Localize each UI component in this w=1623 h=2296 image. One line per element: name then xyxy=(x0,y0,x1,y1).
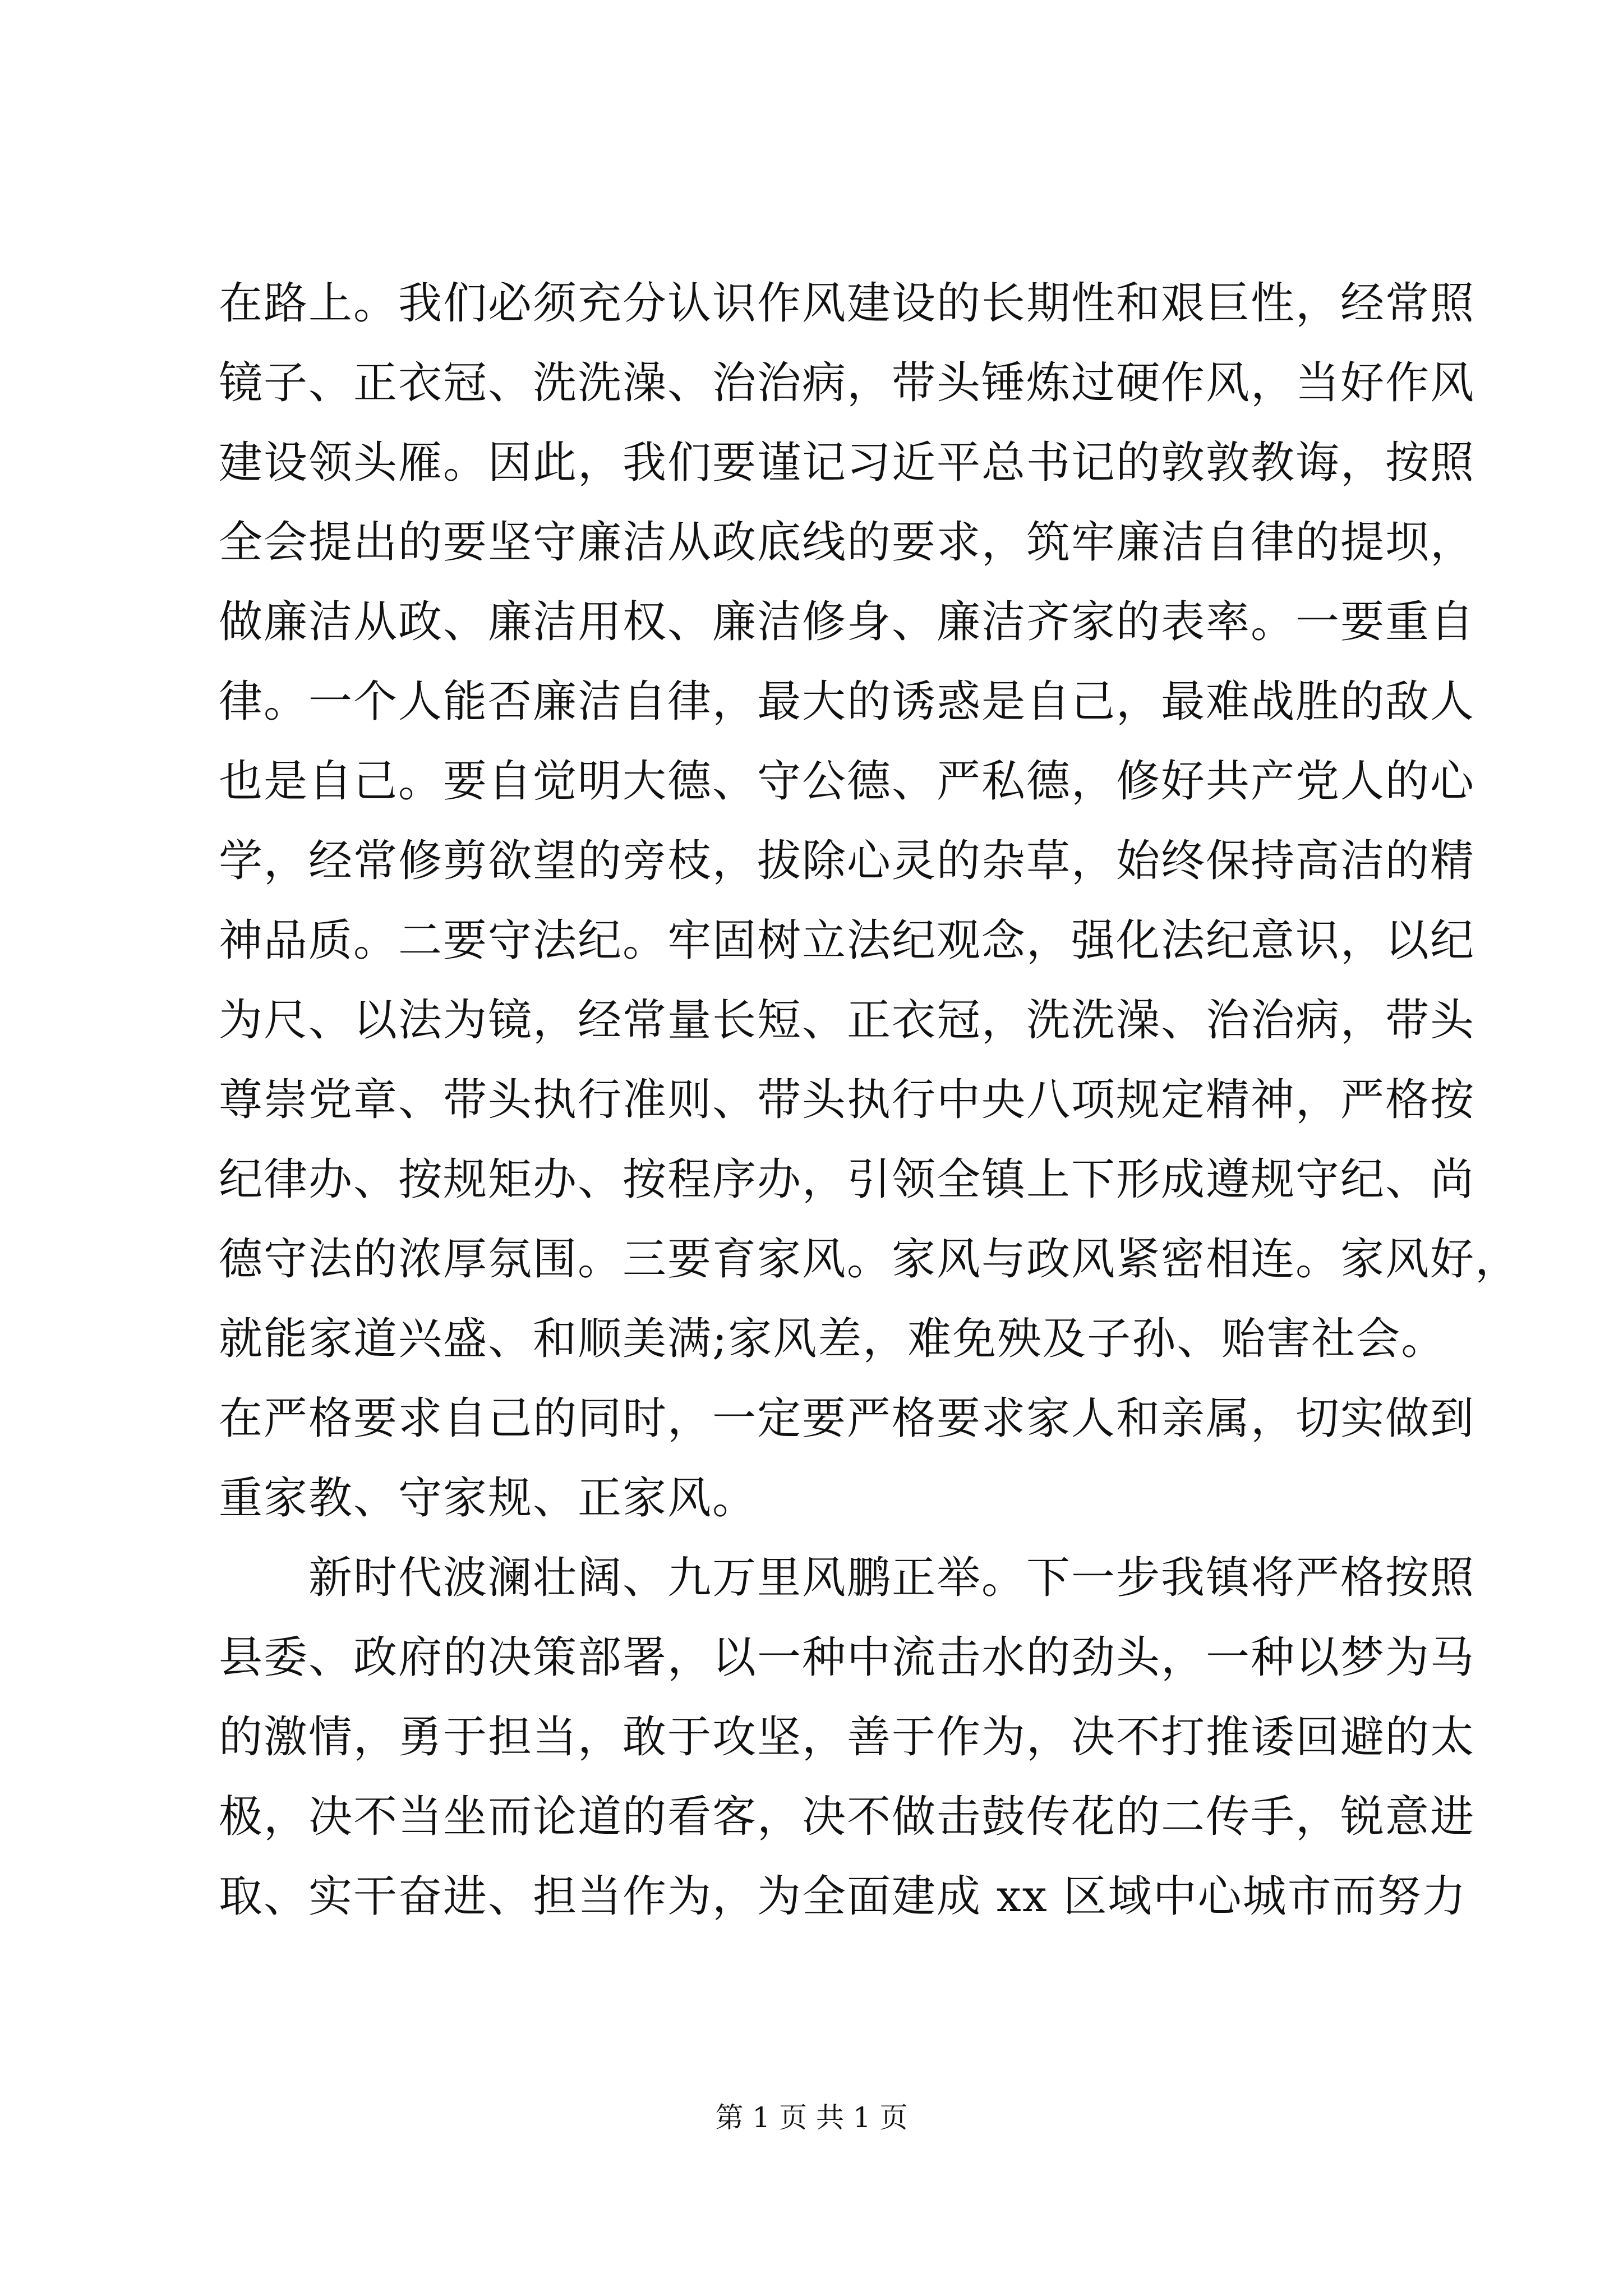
paragraph-first-line: 新时代波澜壮阔、九万里风鹏正举。下一步我镇将严格按照 xyxy=(308,1553,1476,1603)
text-line: 尊崇党章、带头执行准则、带头执行中央八项规定精神，严格按 xyxy=(219,1075,1476,1125)
text-line: 全会提出的要坚守廉洁从政底线的要求，筑牢廉洁自律的提坝， xyxy=(219,517,1476,568)
text-line: 在严格要求自己的同时，一定要严格要求家人和亲属，切实做到 xyxy=(219,1393,1476,1444)
text-line: 镜子、正衣冠、洗洗澡、治治病，带头锤炼过硬作风，当好作风 xyxy=(219,358,1476,408)
text-line: 建设领头雁。因此，我们要谨记习近平总书记的敦敦教诲，按照 xyxy=(219,438,1476,488)
text-line: 做廉洁从政、廉洁用权、廉洁修身、廉洁齐家的表率。一要重自 xyxy=(219,597,1476,647)
text-line: 为尺、以法为镜，经常量长短、正衣冠，洗洗澡、治治病，带头 xyxy=(219,995,1476,1046)
text-line: 县委、政府的决策部署，以一种中流击水的劲头，一种以梦为马 xyxy=(219,1632,1476,1683)
page-footer: 第 1 页 共 1 页 xyxy=(715,2101,908,2134)
text-line: 律。一个人能否廉洁自律，最大的诱惑是自己，最难战胜的敌人 xyxy=(219,677,1476,727)
text-line: 也是自己。要自觉明大德、守公德、严私德，修好共产党人的心 xyxy=(219,756,1476,807)
text-line: 纪律办、按规矩办、按程序办，引领全镇上下形成遵规守纪、尚 xyxy=(219,1154,1476,1205)
text-line: 的激情，勇于担当，敢于攻坚，善于作为，决不打推诿回避的太 xyxy=(219,1712,1476,1763)
text-line: 在路上。我们必须充分认识作风建设的长期性和艰巨性，经常照 xyxy=(219,278,1476,329)
text-line: 学，经常修剪欲望的旁枝，拔除心灵的杂草，始终保持高洁的精 xyxy=(219,836,1476,886)
text-line: 德守法的浓厚氛围。三要育家风。家风与政风紧密相连。家风好， xyxy=(219,1234,1520,1285)
text-line: 神品质。二要守法纪。牢固树立法纪观念，强化法纪意识，以纪 xyxy=(219,915,1476,966)
document-body xyxy=(219,264,1520,1936)
text-line: 取、实干奋进、担当作为，为全面建成 xx 区域中心城市而努力 xyxy=(219,1871,1467,1922)
text-line: 重家教、守家规、正家风。 xyxy=(219,1473,758,1524)
text-line: 极，决不当坐而论道的看客，决不做击鼓传花的二传手，锐意进 xyxy=(219,1792,1476,1842)
text-line: 就能家道兴盛、和顺美满;家风差，难免殃及子孙、贻害社会。 xyxy=(219,1314,1446,1364)
